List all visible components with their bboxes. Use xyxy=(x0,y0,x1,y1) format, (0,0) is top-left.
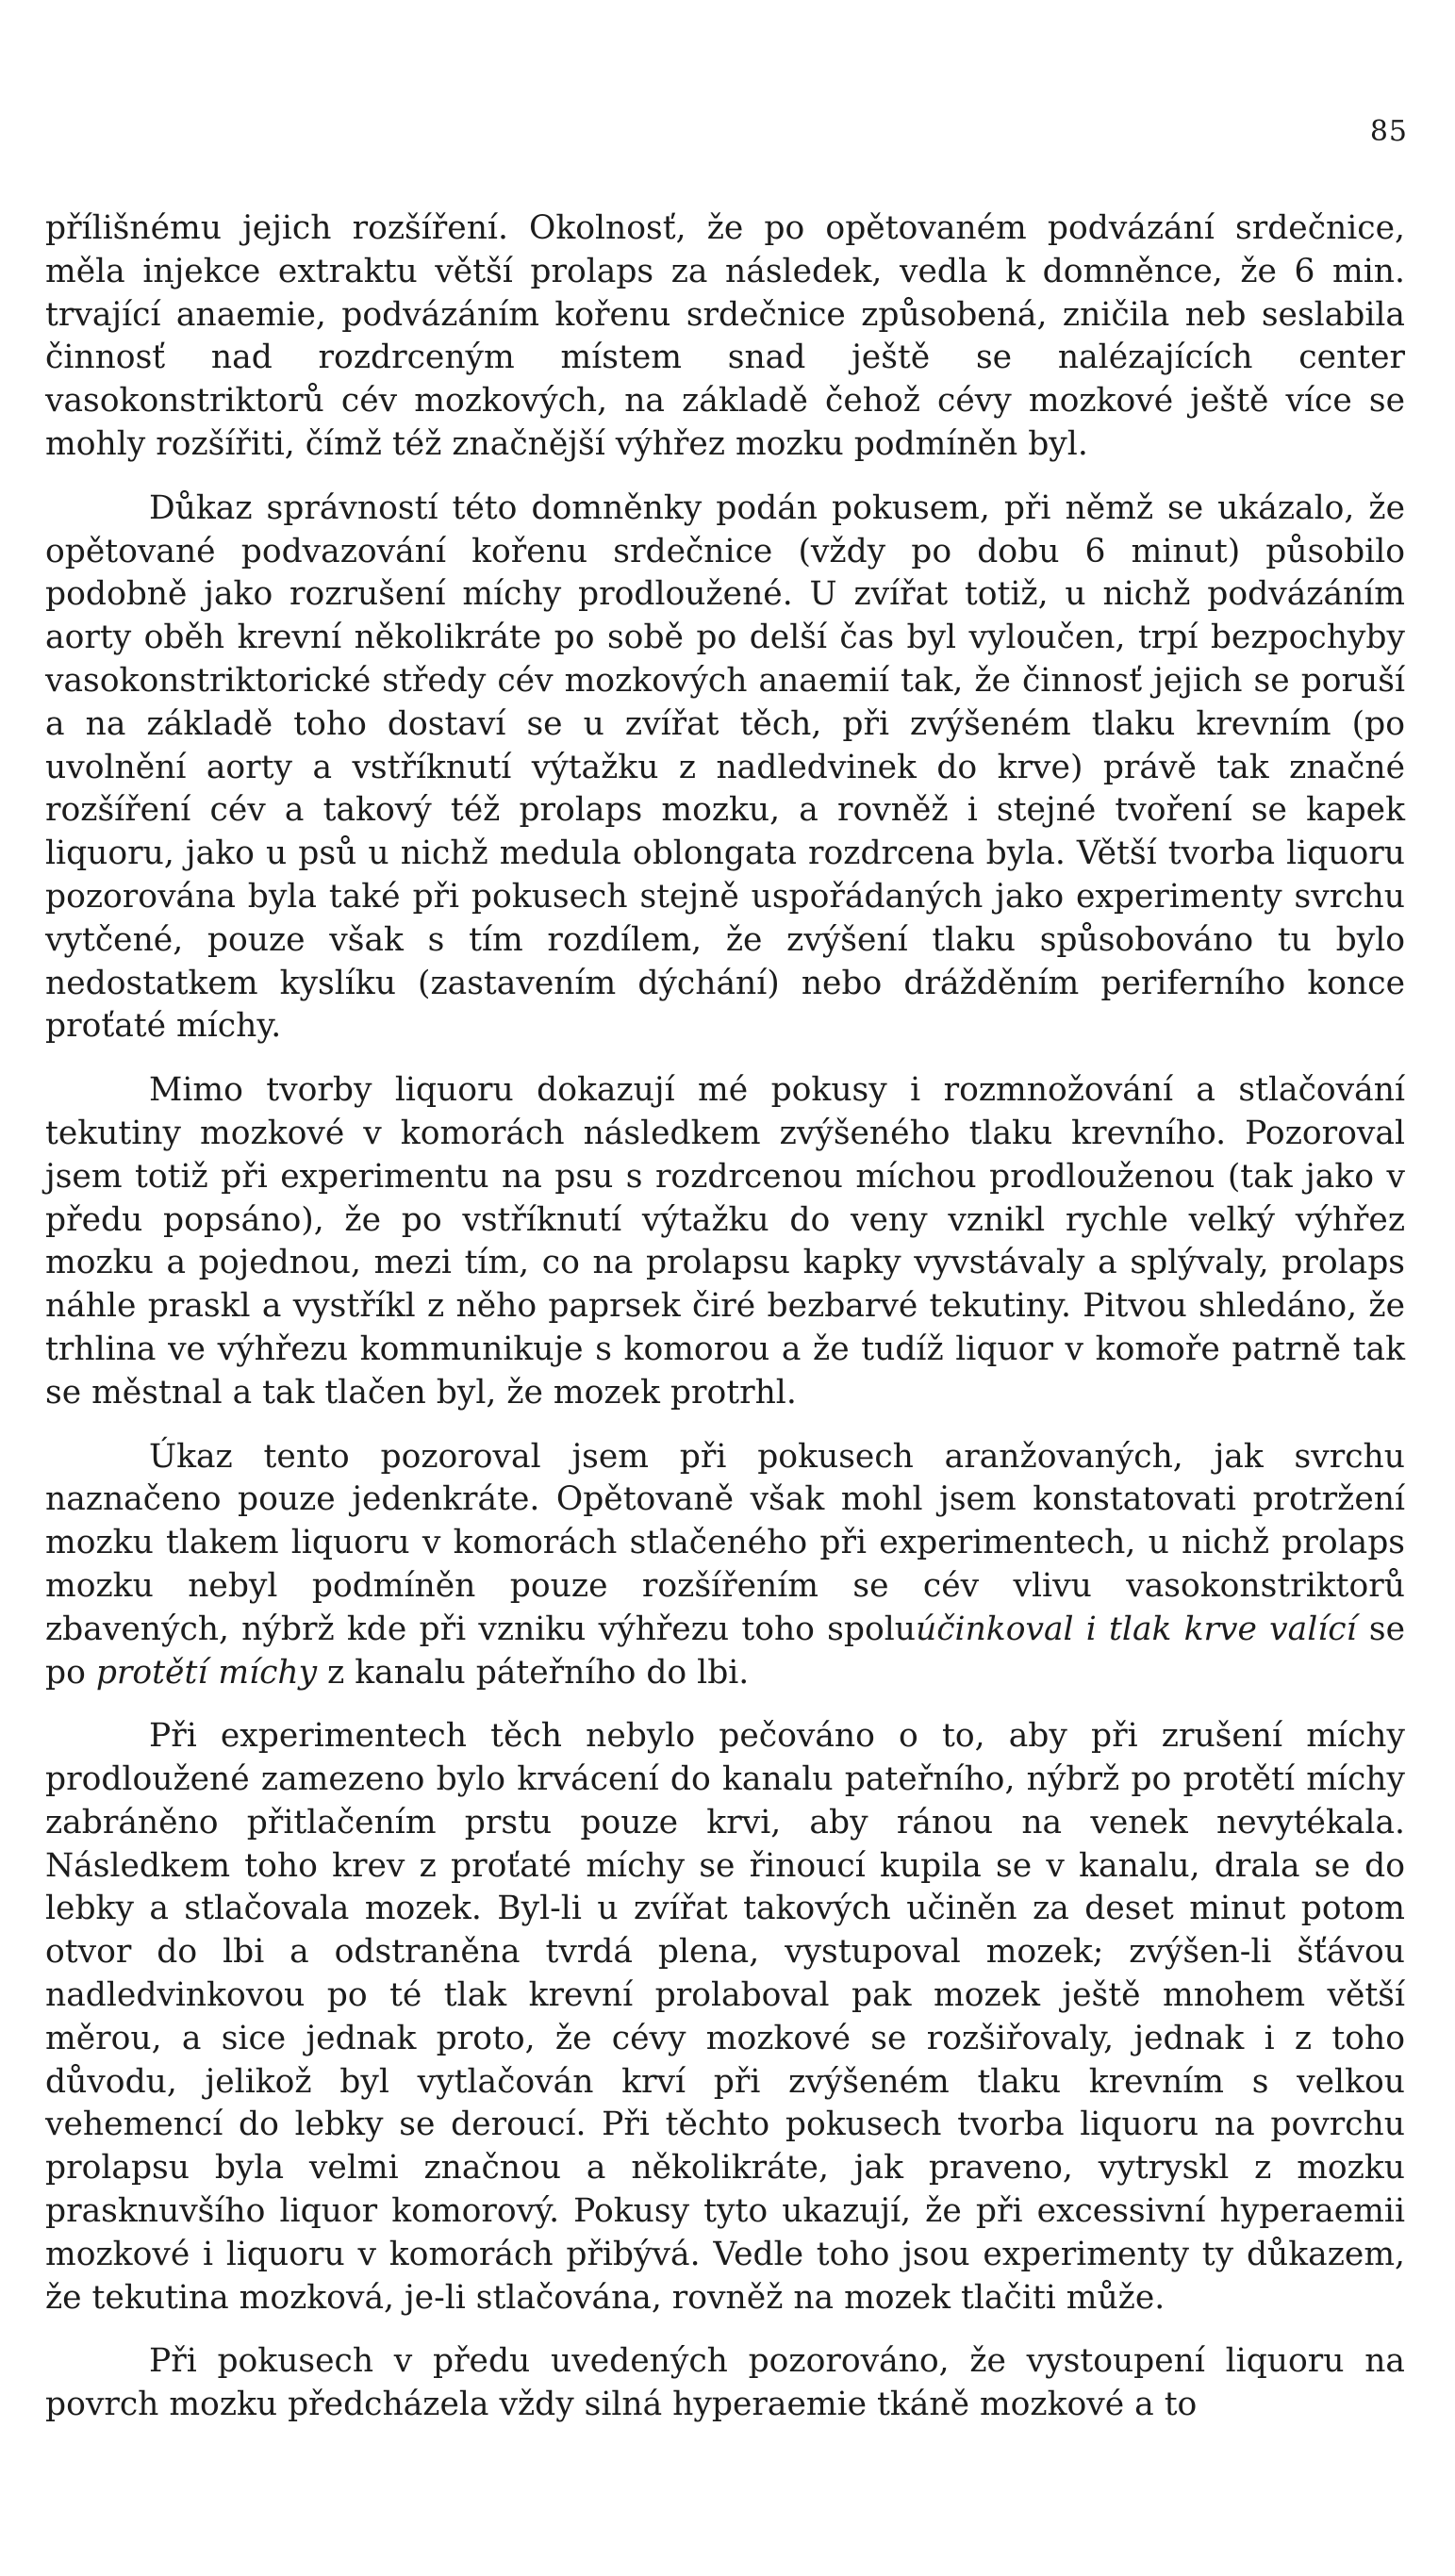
paragraph-1: přílišnému jejich rozšíření. Okolnosť, že po opětovaném podvázání srdečnice, měla injekce extraktu větší prolaps za následek, vedla k domněnce, že 6 min. trvající anaemie, podvázáním kořenu srdečnice způsobená, zničila neb seslabila činnosť nad rozdrceným místem snad ještě se nalézajících center vasokonstriktorů cév mozkových, na základě čehož cévy mozkové ještě více se mohly rozšířiti, čímž též značnější výhřez mozku podmíněn byl. xyxy=(45,209,1405,463)
paragraph-2: Důkaz správností této domněnky podán pokusem, při němž se ukázalo, že opětované podvazování kořenu srdečnice (vždy po dobu 6 minut) působilo podobně jako rozrušení míchy prodloužené. U zvířat totiž, u nichž podvázáním aorty oběh krevní několikráte po sobě po delší čas byl vyloučen, trpí bezpochyby vasokonstriktorické středy cév mozkových anaemií tak, že činnosť jejich se poruší a na základě toho dostaví se u zvířat těch, při zvýšeném tlaku krevním (po uvolnění aorty a vstříknutí výtažku z nadledvinek do krve) právě tak značné rozšíření cév a takový též prolaps mozku, a rovněž i stejné tvoření se kapek liquoru, jako u psů u nichž medula oblongata rozdrcena byla. Větší tvorba liquoru pozorována byla také při pokusech stejně uspořádaných jako experimenty svrchu vytčené, pouze však s tím rozdílem, že zvýšení tlaku spůsobováno tu bylo nedostatkem kyslíku (zastavením dýchání) nebo drážděním periferního konce proťaté míchy. xyxy=(45,488,1405,1046)
paragraph-4-italic-2: protětí míchy xyxy=(95,1653,318,1692)
paragraph-6: Při pokusech v předu uvedených pozorováno, že vystoupení liquoru na povrch mozku předcházela vždy silná hyperaemie tkáně mozkové a to xyxy=(45,2342,1405,2424)
page-number: 85 xyxy=(1369,115,1408,148)
paragraph-4-italic-1: účinkoval i tlak krve valící xyxy=(916,1610,1357,1648)
paragraph-3: Mimo tvorby liquoru dokazují mé pokusy i rozmnožování a stlačování tekutiny mozkové v komorách následkem zvýšeného tlaku krevního. Pozoroval jsem totiž při experimentu na psu s rozdrcenou míchou prodlouženou (tak jako v předu popsáno), že po vstříknutí výtažku do veny vznikl rychle velký výhřez mozku a pojednou, mezi tím, co na prolapsu kapky vyvstávaly a splývaly, prolaps náhle praskl a vystříkl z něho paprsek čiré bezbarvé tekutiny. Pitvou shledáno, že trhlina ve výhřezu kommunikuje s komorou a že tudíž liquor v komoře patrně tak se městnal a tak tlačen byl, že mozek protrhl. xyxy=(45,1071,1405,1412)
paragraph-4-text-after: z kanalu páteřního do lbi. xyxy=(317,1653,750,1692)
paragraph-4-text-middle: se po xyxy=(45,1610,1406,1692)
paragraph-5: Při experimentech těch nebylo pečováno o to, aby při zrušení míchy prodloužené zamezeno bylo krvácení do kanalu pateřního, nýbrž po protětí míchy zabráněno přitlačením prstu pouze krvi, aby ránou na venek nevytékala. Následkem toho krev z proťaté míchy se řinoucí kupila se v kanalu, drala se do lebky a stlačovala mozek. Byl-li u zvířat takových učiněn za deset minut potom otvor do lbi a odstraněna tvrdá plena, vystupoval mozek; zvýšen-li šťávou nadledvinkovou po té tlak krevní prolaboval pak mozek ještě mnohem větší měrou, a sice jednak proto, že cévy mozkové se rozšiřovaly, jednak i z toho důvodu, jelikož byl vytlačován krví při zvýšeném tlaku krevním s velkou vehemencí do lebky se deroucí. Při těchto pokusech tvorba liquoru na povrchu prolapsu byla velmi značnou a několikráte, jak praveno, vytryskl z mozku prasknuvšího liquor komorový. Pokusy tyto ukazují, že při excessivní hyperaemii mozkové i liquoru v komorách přibývá. Vedle toho jsou experimenty ty důkazem, že tekutina mozková, je-li stlačována, rovněž na mozek tlačiti může. xyxy=(45,1717,1405,2317)
paragraph-4 xyxy=(45,1436,1405,1695)
paragraph-4-text-before: Úkaz tento pozoroval jsem při pokusech aranžovaných, jak svrchu naznačeno pouze jedenkráte. Opětovaně však mohl jsem konstatovati protržení mozku tlakem liquoru v komorách stlačeného při experimentech, u nichž prolaps mozku nebyl podmíněn pouze rozšířením se cév vlivu vasokonstriktorů zbavených, nýbrž kde při vzniku výhřezu toho spolu xyxy=(45,1437,1405,1648)
body-text xyxy=(45,207,1405,2427)
